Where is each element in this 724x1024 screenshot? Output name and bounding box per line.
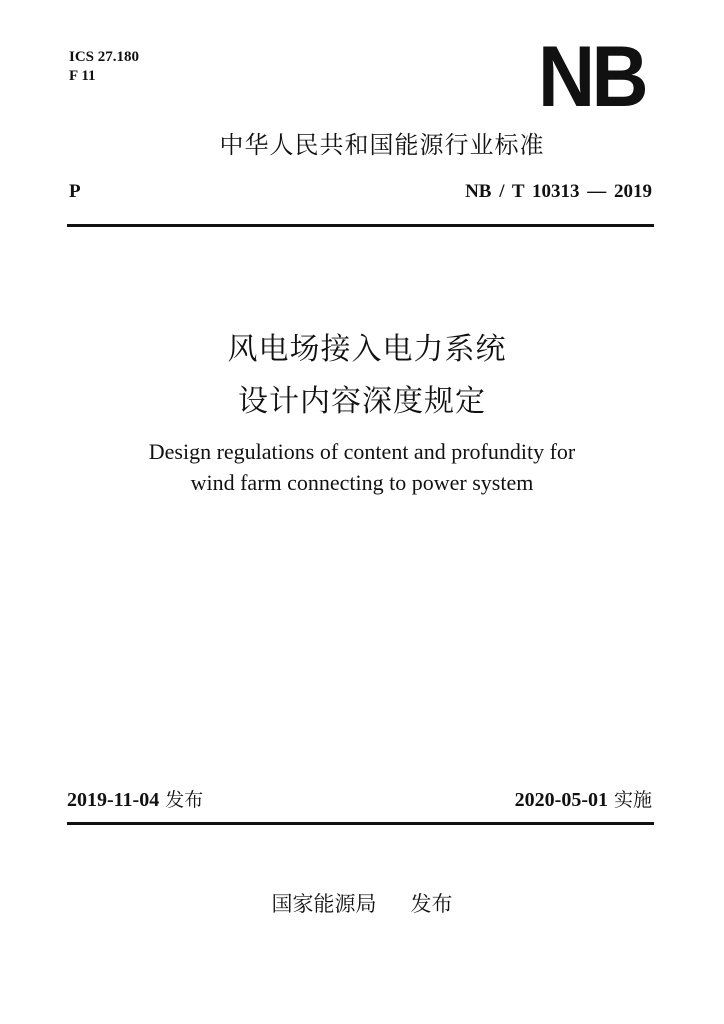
standard-category: [0, 130, 724, 160]
class-letter: P: [69, 181, 81, 202]
issue-date: 2019-11-04: [67, 789, 160, 811]
title-cn-line-2: 设计内容深度规定: [238, 384, 486, 419]
classification-codes: [69, 48, 139, 86]
title-en-line-1: Design regulations of content and profundity for: [148, 439, 576, 464]
ccs-code: F 11: [69, 68, 96, 84]
issue-action: 发布: [165, 789, 204, 811]
implementation-date: 2020-05-01: [514, 789, 608, 811]
implementation-action: 实施: [613, 789, 652, 811]
title-cn-line-1: 风电场接入电力系统: [227, 332, 507, 367]
footer-divider: [67, 822, 654, 825]
publisher-line: [0, 890, 724, 918]
header-divider: [67, 224, 654, 227]
nb-logo: NB: [538, 29, 645, 125]
ics-code: ICS 27.180: [69, 49, 140, 65]
publisher-action: 发布: [410, 892, 453, 916]
standard-category-text: 中华人民共和国能源行业标准: [219, 131, 545, 159]
standard-number: NB / T 10313 — 2019: [465, 181, 652, 202]
publisher-name: 国家能源局: [271, 892, 377, 916]
implementation-date-block: [515, 787, 652, 813]
title-en-line-2: wind farm connecting to power system: [190, 470, 534, 495]
issue-date-block: [67, 787, 203, 813]
